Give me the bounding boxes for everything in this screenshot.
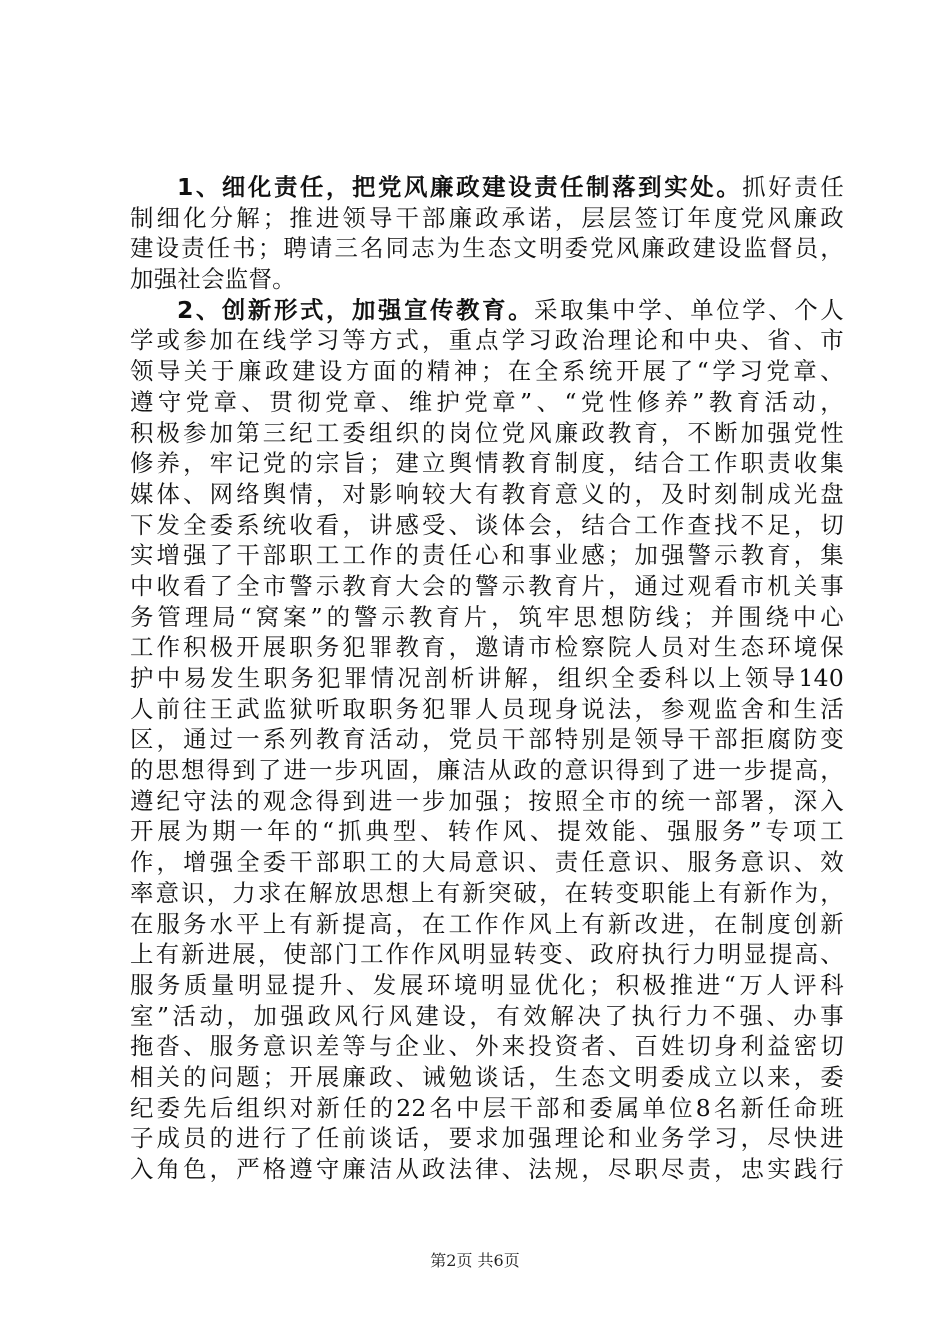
paragraph-1-heading: 1、细化责任，把党风廉政建设责任制落到实处。 (177, 173, 743, 201)
paragraph-2-line-19: 作，增强全委干部职工的大局意识、责任意识、服务意识、效 (130, 848, 844, 877)
paragraph-2-line-17: 遵纪守法的观念得到进一步加强；按照全市的统一部署，深入 (130, 786, 844, 815)
paragraph-2-line-13: 护中易发生职务犯罪情况剖析讲解，组织全委科以上领导140 (130, 664, 844, 692)
paragraph-1-line-1 (130, 172, 844, 203)
paragraph-2-line-21: 在服务水平上有新提高，在工作作风上有新改进，在制度创新 (130, 909, 844, 938)
paragraph-1-line-3: 建设责任书；聘请三名同志为生态文明委党风廉政建设监督员， (130, 234, 844, 263)
paragraph-2-line-1 (130, 295, 844, 326)
paragraph-2-line-2: 学或参加在线学习等方式，重点学习政治理论和中央、省、市 (130, 326, 844, 355)
page-number-footer: 第2页 共6页 (430, 1251, 520, 1270)
paragraph-2-line-9: 实增强了干部职工工作的责任心和事业感；加强警示教育，集 (130, 541, 844, 570)
paragraph-2-line-16: 的思想得到了进一步巩固，廉洁从政的意识得到了进一步提高， (130, 756, 844, 785)
paragraph-1-text: 抓好责任 (742, 173, 845, 201)
paragraph-2-line-15: 区，通过一系列教育活动，党员干部特别是领导干部拒腐防变 (130, 725, 844, 754)
paragraph-2-line-14: 人前往王武监狱听取职务犯罪人员现身说法，参观监舍和生活 (130, 694, 844, 723)
paragraph-2-line-24: 室”活动，加强政风行风建设，有效解决了执行力不强、办事 (130, 1001, 844, 1030)
paragraph-2-line-28: 子成员的进行了任前谈话，要求加强理论和业务学习，尽快进 (130, 1124, 844, 1153)
paragraph-2-line-18: 开展为期一年的“抓典型、转作风、提效能、强服务”专项工 (130, 817, 844, 846)
paragraph-2-line-4: 遵守党章、贯彻党章、维护党章”、“党性修养”教育活动， (130, 387, 844, 416)
paragraph-1-line-2: 制细化分解；推进领导干部廉政承诺，层层签订年度党风廉政 (130, 203, 844, 232)
paragraph-2-line-11: 务管理局“窝案”的警示教育片，筑牢思想防线；并围绕中心 (130, 602, 844, 631)
paragraph-2-line-10: 中收看了全市警示教育大会的警示教育片，通过观看市机关事 (130, 571, 844, 600)
document-body (130, 172, 844, 1185)
paragraph-2-line-20: 率意识，力求在解放思想上有新突破，在转变职能上有新作为， (130, 878, 844, 907)
paragraph-2-line-8: 下发全委系统收看，讲感受、谈体会，结合工作查找不足，切 (130, 510, 844, 539)
paragraph-2-line-5: 积极参加第三纪工委组织的岗位党风廉政教育，不断加强党性 (130, 418, 844, 447)
paragraph-1-line-4: 加强社会监督。 (130, 265, 296, 294)
paragraph-2-heading: 2、创新形式，加强宣传教育。 (177, 295, 535, 324)
paragraph-2-line-25: 拖沓、服务意识差等与企业、外来投资者、百姓切身利益密切 (130, 1032, 844, 1061)
paragraph-2-line-3: 领导关于廉政建设方面的精神；在全系统开展了“学习党章、 (130, 357, 844, 386)
paragraph-2-line-22: 上有新进展，使部门工作作风明显转变、政府执行力明显提高、 (130, 940, 844, 969)
paragraph-2-line-12: 工作积极开展职务犯罪教育，邀请市检察院人员对生态环境保 (130, 633, 844, 662)
paragraph-2-line-29: 入角色，严格遵守廉洁从政法律、法规，尽职尽责，忠实践行 (130, 1155, 844, 1183)
paragraph-2-text: 采取集中学、单位学、个人 (534, 295, 844, 324)
paragraph-2-line-23: 服务质量明显提升、发展环境明显优化；积极推进“万人评科 (130, 970, 844, 999)
paragraph-2-line-6: 修养，牢记党的宗旨；建立舆情教育制度，结合工作职责收集 (130, 449, 844, 478)
paragraph-2-line-7: 媒体、网络舆情，对影响较大有教育意义的，及时刻制成光盘 (130, 479, 844, 508)
paragraph-2-line-26: 相关的问题；开展廉政、诫勉谈话，生态文明委成立以来，委 (130, 1062, 844, 1091)
paragraph-2-line-27: 纪委先后组织对新任的22名中层干部和委属单位8名新任命班 (130, 1093, 844, 1122)
